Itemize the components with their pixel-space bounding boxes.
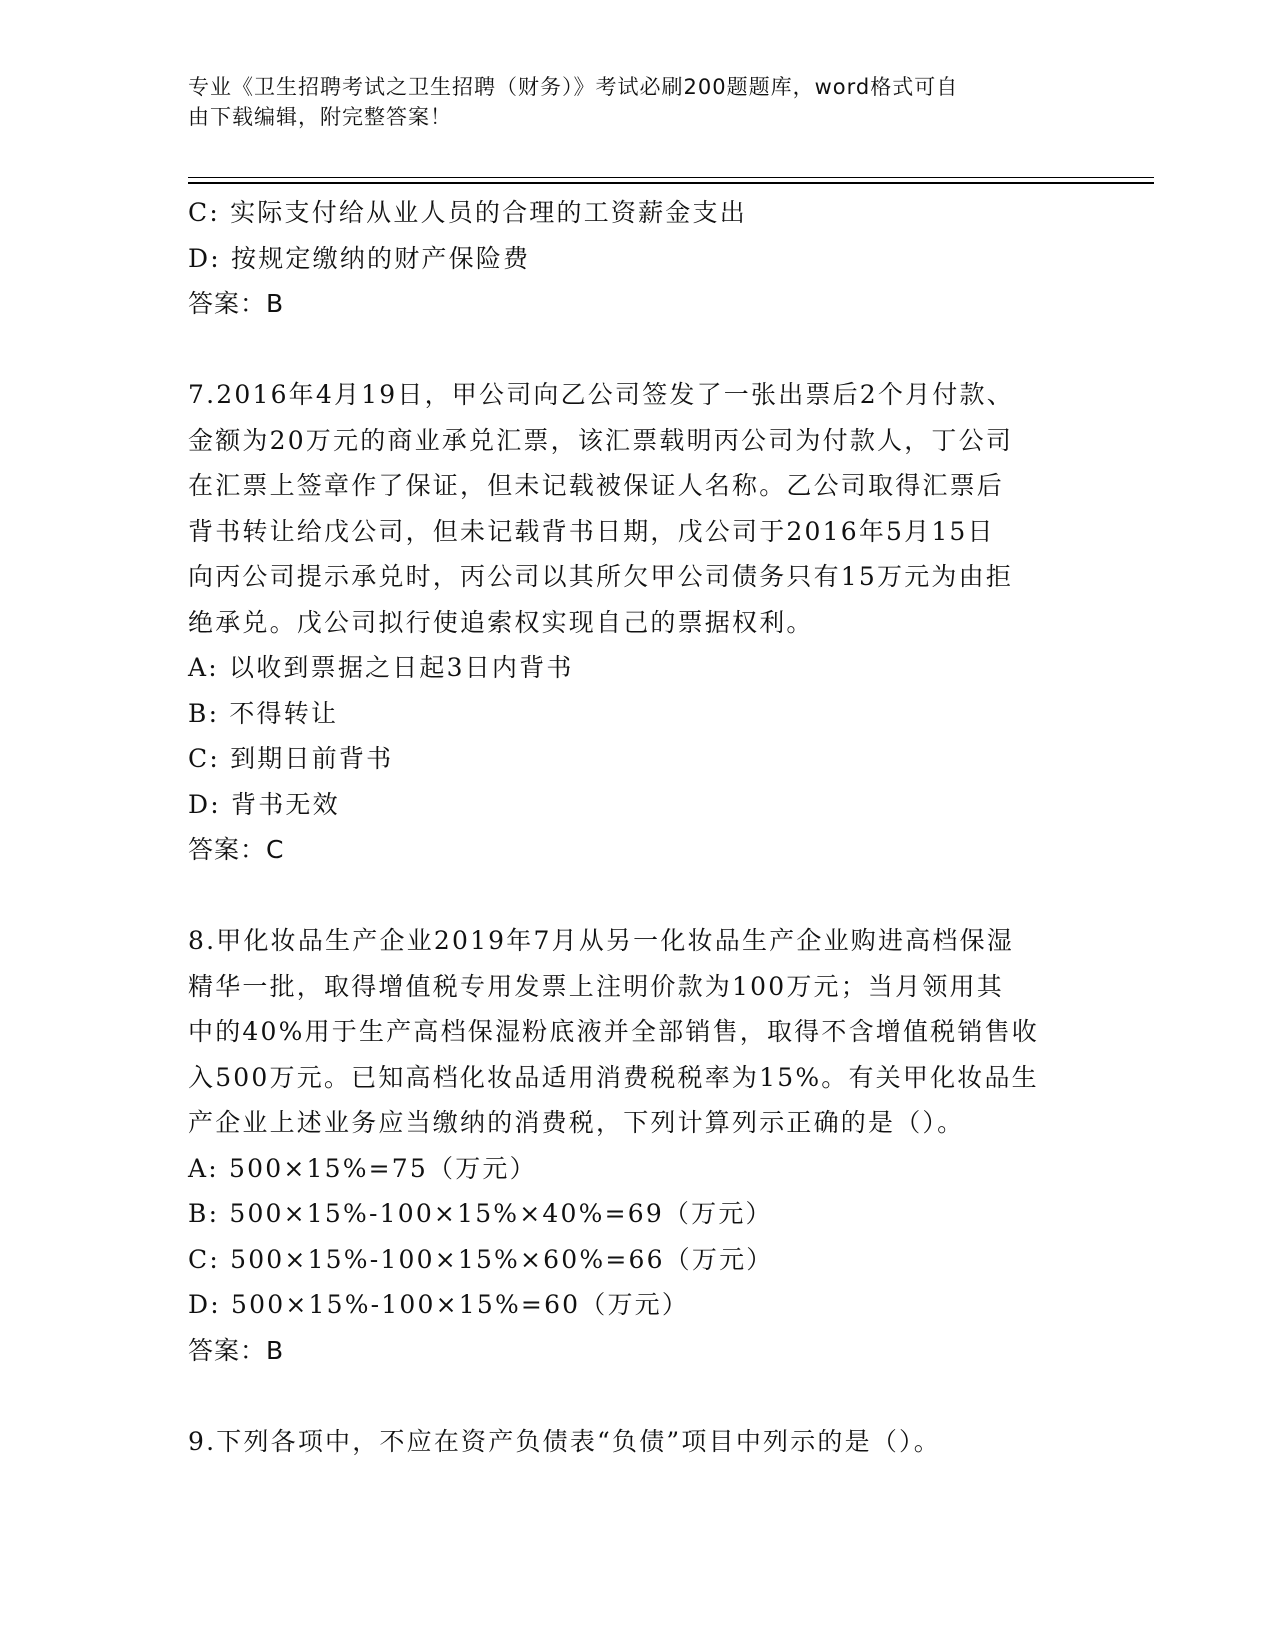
question-stem-line: 在汇票上签章作了保证，但未记载被保证人名称。乙公司取得汇票后 xyxy=(188,471,1005,500)
question-7 xyxy=(188,372,1088,873)
question-stem-line: 入500万元。已知高档化妆品适用消费税税率为15%。有关甲化妆品生 xyxy=(188,1062,1039,1092)
spacer xyxy=(188,327,1088,373)
question-stem-line: 金额为20万元的商业承兑汇票，该汇票载明丙公司为付款人，丁公司 xyxy=(188,425,1014,455)
spacer xyxy=(188,873,1088,919)
option-c: C: 实际支付给从业人员的合理的工资薪金支出 xyxy=(188,198,747,227)
question-stem-line: 背书转让给戊公司，但未记载背书日期，戊公司于2016年5月15日 xyxy=(188,516,995,546)
option-b: B: 500×15%-100×15%×40%=69（万元） xyxy=(188,1199,773,1228)
question-stem-line: 向丙公司提示承兑时，丙公司以其所欠甲公司债务只有15万元为由拒 xyxy=(188,562,1014,591)
question-9 xyxy=(188,1419,1088,1465)
option-d: D: 背书无效 xyxy=(188,789,340,819)
question-stem-line: 产企业上述业务应当缴纳的消费税，下列计算列示正确的是（）。 xyxy=(188,1108,965,1137)
question-stem-line: 绝承兑。戊公司拟行使追索权实现自己的票据权利。 xyxy=(188,607,814,637)
header-divider-thin xyxy=(188,177,1154,178)
option-d: D: 按规定缴纳的财产保险费 xyxy=(188,243,531,273)
question-stem-line: 7.2016年4月19日，甲公司向乙公司签发了一张出票后2个月付款、 xyxy=(188,380,1014,409)
option-a: A: 以收到票据之日起3日内背书 xyxy=(188,653,574,682)
header-line-2: 由下载编辑，附完整答案！ xyxy=(188,105,452,129)
answer-line: 答案：C xyxy=(188,835,285,864)
answer-line: 答案：B xyxy=(188,289,285,318)
question-stem-line: 8.甲化妆品生产企业2019年7月从另一化妆品生产企业购进高档保湿 xyxy=(188,926,1014,955)
question-stem-line: 精华一批，取得增值税专用发票上注明价款为100万元；当月领用其 xyxy=(188,971,1004,1001)
option-b: B: 不得转让 xyxy=(188,698,339,728)
header-line-1: 专业《卫生招聘考试之卫生招聘（财务）》考试必刷200题题库，word格式可自 xyxy=(188,75,959,99)
option-c: C: 到期日前背书 xyxy=(188,744,394,773)
option-c: C: 500×15%-100×15%×60%=66（万元） xyxy=(188,1244,774,1274)
header-divider-thick xyxy=(188,182,1154,184)
page-header xyxy=(188,72,1088,132)
option-a: A: 500×15%=75（万元） xyxy=(188,1153,537,1183)
answer-line: 答案：B xyxy=(188,1335,285,1365)
question-prev xyxy=(188,190,1088,327)
question-stem-line: 中的40%用于生产高档保湿粉底液并全部销售，取得不含增值税销售收 xyxy=(188,1017,1039,1046)
option-d: D: 500×15%-100×15%=60（万元） xyxy=(188,1290,690,1319)
question-stem-line: 9.下列各项中，不应在资产负债表“负债”项目中列示的是（）。 xyxy=(188,1426,941,1456)
document-body xyxy=(188,190,1088,1464)
question-8 xyxy=(188,918,1088,1373)
spacer xyxy=(188,1373,1088,1419)
